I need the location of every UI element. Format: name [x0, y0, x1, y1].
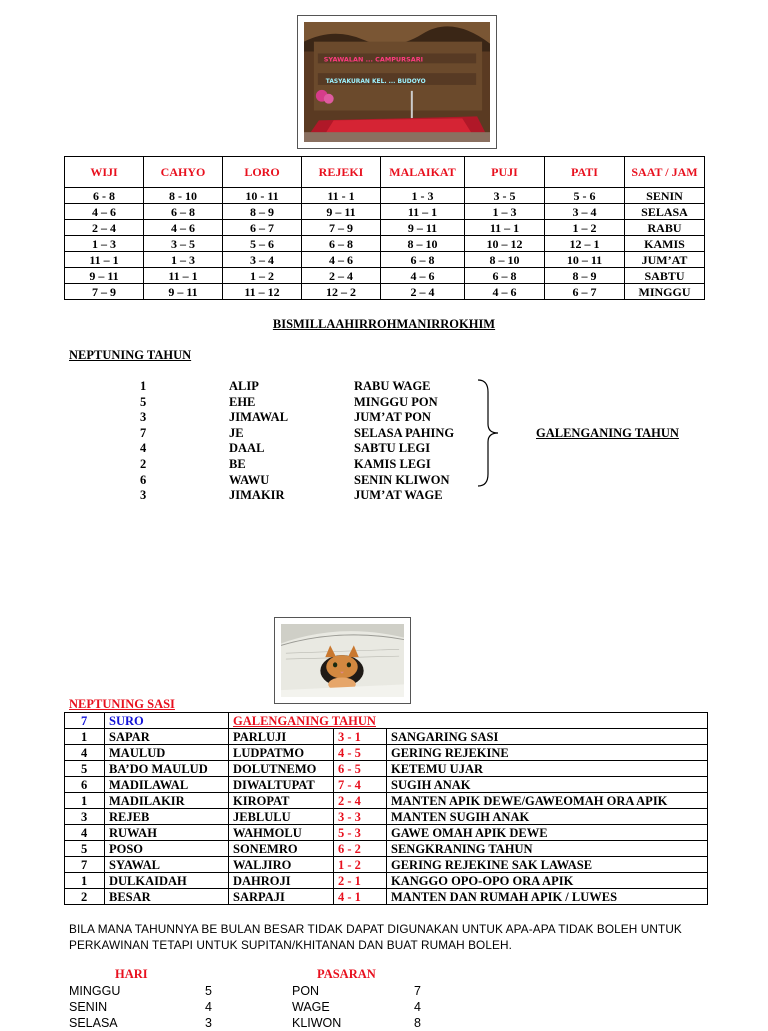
- hour-range-cell: 4 – 6: [302, 252, 381, 268]
- col-header: SAAT / JAM: [625, 157, 705, 188]
- hour-range-cell: 6 – 8: [302, 236, 381, 252]
- month-number: 5: [65, 761, 105, 777]
- month-meaning: GAWE OMAH APIK DEWE: [387, 825, 708, 841]
- table-row: [65, 713, 708, 729]
- day-cell: MINGGU: [625, 284, 705, 300]
- hour-range-cell: 8 – 10: [465, 252, 545, 268]
- pasaran-name: KLIWON: [292, 1016, 342, 1030]
- year-number: 1: [140, 379, 147, 393]
- list-item: [0, 1000, 768, 1015]
- col-header: PUJI: [465, 157, 545, 188]
- month-number: 4: [65, 825, 105, 841]
- hour-range-cell: 12 – 2: [302, 284, 381, 300]
- month-number: 1: [65, 729, 105, 745]
- year-number: 7: [140, 425, 147, 440]
- hour-range-cell: 2 – 4: [381, 284, 465, 300]
- year-name: ALIP: [229, 379, 259, 393]
- month-neptu: 2 - 1: [334, 873, 387, 889]
- month-code: PARLUJI: [229, 729, 334, 745]
- table-row: [65, 761, 708, 777]
- hour-range-cell: 6 – 8: [144, 204, 223, 220]
- month-meaning: KETEMU UJAR: [387, 761, 708, 777]
- month-neptu: 7 - 4: [334, 777, 387, 793]
- month-code: SONEMRO: [229, 841, 334, 857]
- hari-value: 5: [205, 984, 212, 998]
- month-neptu: 5 - 3: [334, 825, 387, 841]
- month-meaning: MANTEN APIK DEWE/GAWEOMAH ORA APIK: [387, 793, 708, 809]
- hour-range-cell: 5 - 6: [545, 188, 625, 204]
- hari-name: SELASA: [69, 1016, 118, 1030]
- table-row: [65, 889, 708, 905]
- month-neptu: 6 - 5: [334, 761, 387, 777]
- page-title: BISMILLAAHIRROHMANIRROKHIM: [272, 317, 496, 331]
- table-row: [65, 825, 708, 841]
- hour-range-cell: 8 – 10: [381, 236, 465, 252]
- hour-range-cell: 9 – 11: [381, 220, 465, 236]
- day-cell: RABU: [625, 220, 705, 236]
- month-meaning: KANGGO OPO-OPO ORA APIK: [387, 873, 708, 889]
- month-code: WAHMOLU: [229, 825, 334, 841]
- hour-range-cell: 3 – 4: [545, 204, 625, 220]
- hour-range-cell: 10 – 12: [465, 236, 545, 252]
- hour-range-cell: 3 – 4: [223, 252, 302, 268]
- hour-range-cell: 7 – 9: [302, 220, 381, 236]
- hari-heading: HARI: [115, 967, 148, 981]
- month-name: SYAWAL: [105, 857, 229, 873]
- month-name: BA’DO MAULUD: [105, 761, 229, 777]
- year-day: SELASA PAHING: [354, 425, 455, 440]
- list-item: [0, 473, 768, 488]
- month-neptu: 2 - 4: [334, 793, 387, 809]
- hari-name: SENIN: [69, 1000, 108, 1014]
- month-name: MAULUD: [105, 745, 229, 761]
- year-number: 2: [140, 457, 147, 471]
- col-header: MALAIKAT: [381, 157, 465, 188]
- year-number: 4: [140, 441, 147, 456]
- hour-range-cell: 9 – 11: [302, 204, 381, 220]
- hour-range-cell: 11 – 1: [65, 252, 144, 268]
- brace-icon: [474, 378, 504, 488]
- table-row: [65, 188, 705, 204]
- hour-range-cell: 8 – 9: [223, 204, 302, 220]
- year-day: SENIN KLIWON: [354, 472, 450, 487]
- year-name: JIMAWAL: [229, 410, 289, 425]
- col-header: WIJI: [65, 157, 144, 188]
- month-number: 3: [65, 809, 105, 825]
- month-code: WALJIRO: [229, 857, 334, 873]
- pasaran-value: 8: [414, 1016, 421, 1030]
- table-row: [65, 252, 705, 268]
- hour-range-cell: 1 – 3: [144, 252, 223, 268]
- pasaran-name: WAGE: [292, 1000, 330, 1014]
- month-name: SURO: [105, 713, 229, 729]
- month-neptu: 6 - 2: [334, 841, 387, 857]
- list-item: [0, 410, 768, 425]
- month-code: DIWALTUPAT: [229, 777, 334, 793]
- month-neptu: 3 - 1: [334, 729, 387, 745]
- day-cell: KAMIS: [625, 236, 705, 252]
- hour-range-cell: 3 – 5: [144, 236, 223, 252]
- pasaran-value: 7: [414, 984, 421, 998]
- month-code: LUDPATMO: [229, 745, 334, 761]
- hour-range-cell: 3 - 5: [465, 188, 545, 204]
- month-meaning: MANTEN DAN RUMAH APIK / LUWES: [387, 889, 708, 905]
- hour-range-cell: 4 – 6: [465, 284, 545, 300]
- col-header: LORO: [223, 157, 302, 188]
- col-header: REJEKI: [302, 157, 381, 188]
- year-day: JUM’AT WAGE: [354, 488, 443, 503]
- year-day: RABU WAGE: [354, 379, 431, 393]
- hour-range-cell: 1 – 2: [223, 268, 302, 284]
- month-name: MADILAKIR: [105, 793, 229, 809]
- month-meaning: GERING REJEKINE SAK LAWASE: [387, 857, 708, 873]
- month-neptu: 1 - 2: [334, 857, 387, 873]
- year-name: JE: [229, 425, 244, 440]
- hour-range-cell: 9 – 11: [144, 284, 223, 300]
- kitten-image: [281, 624, 404, 697]
- sign-text-1: SYAWALAN ... CAMPURSARI: [323, 55, 424, 64]
- month-number: 2: [65, 889, 105, 905]
- galenganing-tahun-label: GALENGANING TAHUN: [536, 426, 679, 440]
- hour-range-cell: 11 – 12: [223, 284, 302, 300]
- year-day: JUM’AT PON: [354, 410, 431, 425]
- table-row: [65, 236, 705, 252]
- year-day: MINGGU PON: [354, 394, 438, 409]
- hour-range-cell: 4 – 6: [144, 220, 223, 236]
- hari-value: 3: [205, 1016, 212, 1030]
- month-meaning: SUGIH ANAK: [387, 777, 708, 793]
- year-name: BE: [229, 457, 246, 471]
- month-code: JEBLULU: [229, 809, 334, 825]
- list-item: [0, 984, 768, 999]
- hour-range-cell: 2 – 4: [65, 220, 144, 236]
- hour-range-cell: 1 – 3: [465, 204, 545, 220]
- note-text: BILA MANA TAHUNNYA BE BULAN BESAR TIDAK DAPAT DIGUNAKAN UNTUK APA-APA TIDAK BOLEH UNTUK PERKAWINAN TETAPI UNTUK SUPITAN/KHITANAN DAN BUAT RUMAH BOLEH.: [69, 922, 682, 952]
- list-item: [0, 488, 768, 503]
- year-number: 3: [140, 488, 147, 503]
- month-neptu: 3 - 3: [334, 809, 387, 825]
- hour-range-cell: 6 - 8: [65, 188, 144, 204]
- pasaran-name: PON: [292, 984, 320, 998]
- hour-range-cell: 11 - 1: [302, 188, 381, 204]
- list-item: [0, 395, 768, 410]
- table-row: [65, 793, 708, 809]
- hour-range-cell: 10 - 11: [223, 188, 302, 204]
- month-code: KIROPAT: [229, 793, 334, 809]
- day-cell: SENIN: [625, 188, 705, 204]
- hour-range-cell: 11 – 1: [381, 204, 465, 220]
- garden-sign-image: [304, 22, 490, 142]
- col-header: PATI: [545, 157, 625, 188]
- neptuning-tahun-heading: NEPTUNING TAHUN: [69, 348, 192, 362]
- month-name: DULKAIDAH: [105, 873, 229, 889]
- table-row: [65, 857, 708, 873]
- year-name: WAWU: [229, 472, 270, 487]
- table-row: [65, 841, 708, 857]
- hour-range-cell: 1 – 2: [545, 220, 625, 236]
- month-neptu: 4 - 1: [334, 889, 387, 905]
- table-row: [65, 220, 705, 236]
- hour-range-cell: 5 – 6: [223, 236, 302, 252]
- hour-range-cell: 12 – 1: [545, 236, 625, 252]
- month-code: DAHROJI: [229, 873, 334, 889]
- table-row: [65, 873, 708, 889]
- month-code: SARPAJI: [229, 889, 334, 905]
- hour-range-cell: 2 – 4: [302, 268, 381, 284]
- hour-range-cell: 8 – 9: [545, 268, 625, 284]
- neptuning-sasi-heading: NEPTUNING SASI: [69, 697, 175, 711]
- month-name: MADILAWAL: [105, 777, 229, 793]
- hour-range-cell: 11 – 1: [144, 268, 223, 284]
- pasaran-value: 4: [414, 1000, 421, 1014]
- hour-range-cell: 1 – 3: [65, 236, 144, 252]
- hour-range-cell: 11 – 1: [465, 220, 545, 236]
- year-number: 6: [140, 472, 147, 487]
- hour-range-cell: 9 – 11: [65, 268, 144, 284]
- hour-range-cell: 8 - 10: [144, 188, 223, 204]
- hour-range-cell: 4 – 6: [65, 204, 144, 220]
- hour-range-cell: 6 – 8: [381, 252, 465, 268]
- hari-name: MINGGU: [69, 984, 121, 998]
- col-header: CAHYO: [144, 157, 223, 188]
- year-number: 5: [140, 394, 147, 409]
- month-number: 6: [65, 777, 105, 793]
- month-number: 4: [65, 745, 105, 761]
- year-day: KAMIS LEGI: [354, 457, 431, 471]
- hour-range-cell: 4 – 6: [381, 268, 465, 284]
- list-item: [0, 379, 768, 394]
- table-row: [65, 809, 708, 825]
- kitten-photo: [274, 617, 411, 704]
- month-name: BESAR: [105, 889, 229, 905]
- table-row: [65, 204, 705, 220]
- month-number: 7: [65, 857, 105, 873]
- month-name: REJEB: [105, 809, 229, 825]
- pasaran-heading: PASARAN: [317, 967, 376, 981]
- hari-value: 4: [205, 1000, 212, 1014]
- table-row: [65, 745, 708, 761]
- hour-range-cell: 6 – 8: [465, 268, 545, 284]
- year-name: JIMAKIR: [229, 488, 285, 503]
- month-meaning: GERING REJEKINE: [387, 745, 708, 761]
- year-name: DAAL: [229, 441, 265, 456]
- hour-range-cell: 6 – 7: [545, 284, 625, 300]
- neptuning-sasi-table: [64, 712, 708, 905]
- list-item: [0, 457, 768, 472]
- month-name: POSO: [105, 841, 229, 857]
- hour-range-cell: 10 – 11: [545, 252, 625, 268]
- top-photo: [297, 15, 497, 149]
- month-meaning: SENGKRANING TAHUN: [387, 841, 708, 857]
- table-row: [65, 268, 705, 284]
- month-meaning: SANGARING SASI: [387, 729, 708, 745]
- table-row: [65, 729, 708, 745]
- month-neptu: 4 - 5: [334, 745, 387, 761]
- hour-range-cell: 1 - 3: [381, 188, 465, 204]
- sign-text-2: TASYAKURAN KEL. ... BUDOYO: [325, 78, 426, 85]
- day-cell: SELASA: [625, 204, 705, 220]
- month-name: SAPAR: [105, 729, 229, 745]
- year-number: 3: [140, 410, 147, 425]
- table-row: [65, 777, 708, 793]
- galenganing-tahun-header: GALENGANING TAHUN: [229, 713, 708, 729]
- hours-table: [64, 156, 705, 300]
- month-name: RUWAH: [105, 825, 229, 841]
- month-number: 1: [65, 793, 105, 809]
- day-cell: JUM’AT: [625, 252, 705, 268]
- month-code: DOLUTNEMO: [229, 761, 334, 777]
- month-number: 1: [65, 873, 105, 889]
- day-cell: SABTU: [625, 268, 705, 284]
- month-number: 7: [65, 713, 105, 729]
- hour-range-cell: 7 – 9: [65, 284, 144, 300]
- hours-header-row: [65, 157, 705, 188]
- table-row: [65, 284, 705, 300]
- month-meaning: MANTEN SUGIH ANAK: [387, 809, 708, 825]
- list-item: [0, 441, 768, 456]
- year-name: EHE: [229, 394, 256, 409]
- hour-range-cell: 6 – 7: [223, 220, 302, 236]
- year-day: SABTU LEGI: [354, 441, 431, 456]
- month-number: 5: [65, 841, 105, 857]
